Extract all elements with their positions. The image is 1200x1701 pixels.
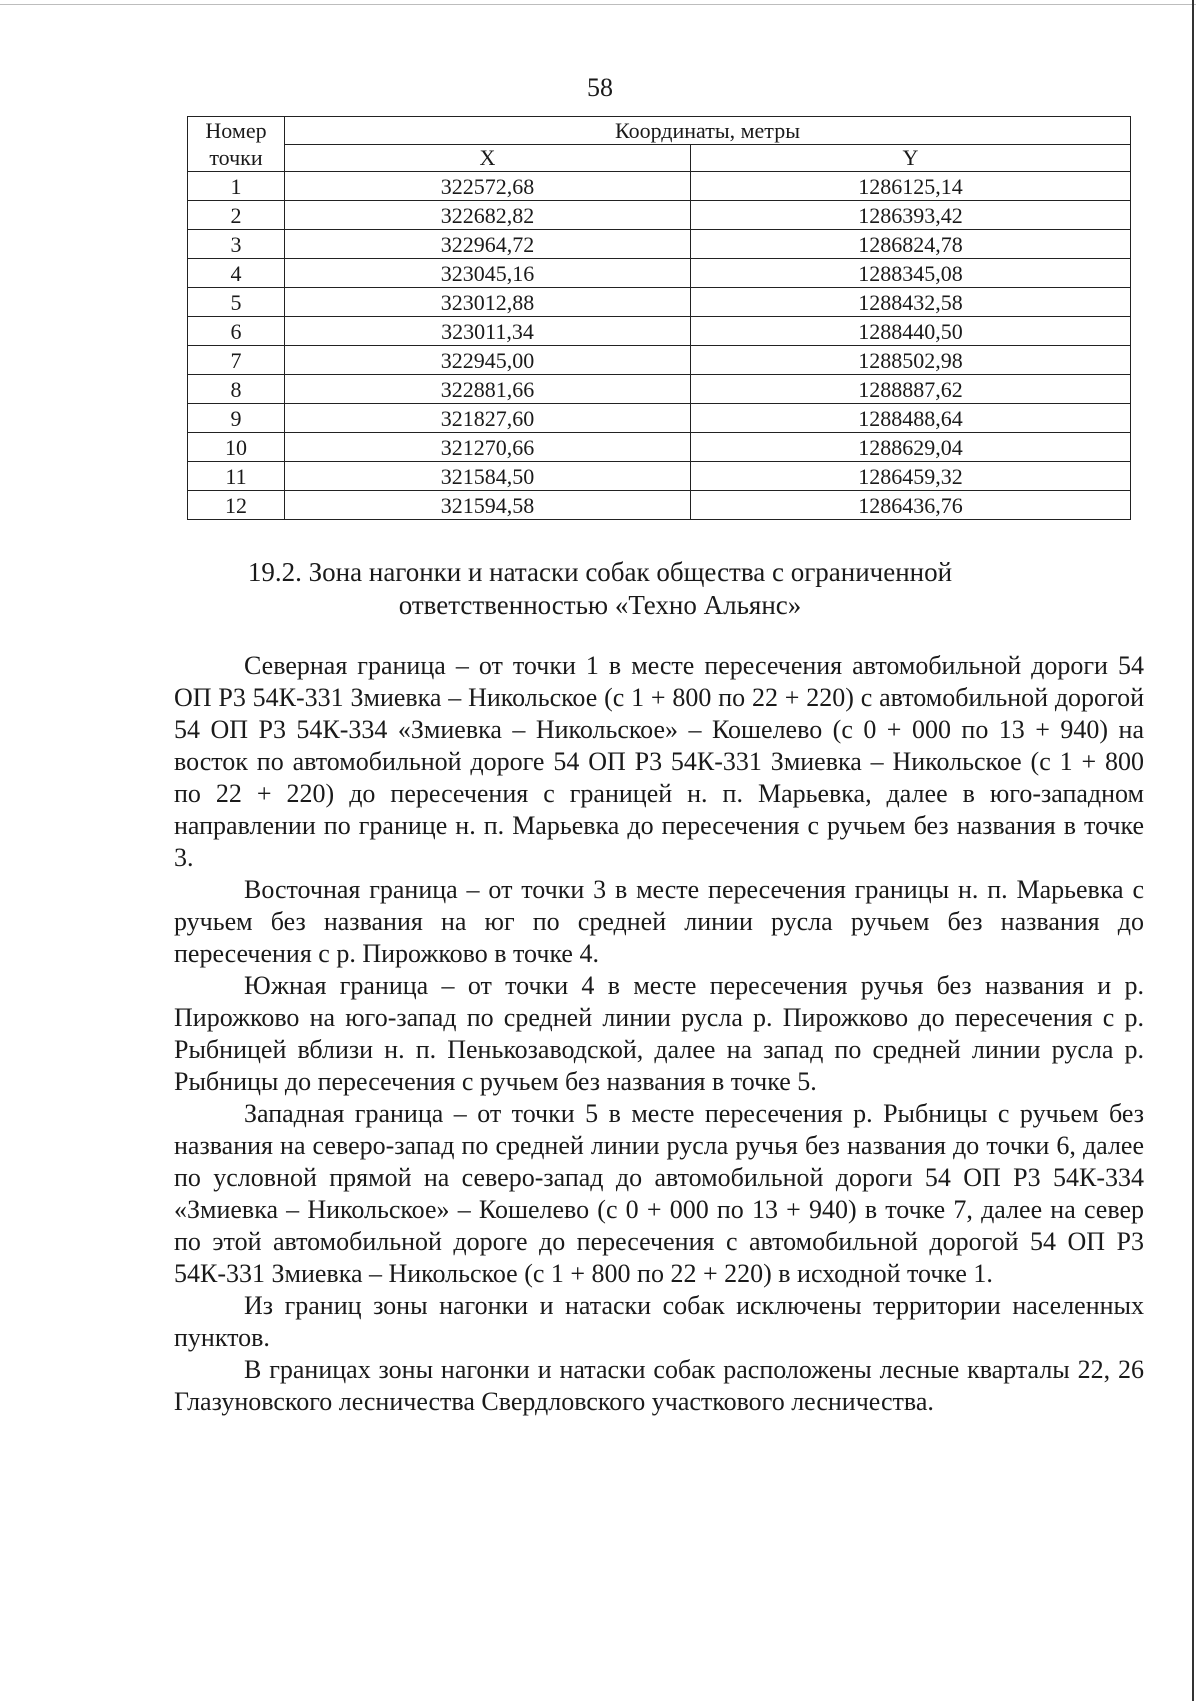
table-row — [188, 433, 1131, 462]
cell-y: 1288488,64 — [691, 404, 1131, 433]
coordinates-table — [187, 116, 1131, 520]
table-row — [188, 462, 1131, 491]
paragraph-east-boundary: Восточная граница – от точки 3 в месте пересечения границы н. п. Марьевка с ручьем без названия на юг по средней линии русла ручьем без названия до пересечения с р. Пирожково в точке 4. — [174, 875, 1144, 968]
cell-point-number: 2 — [188, 201, 285, 230]
page-top-edge — [0, 4, 1196, 5]
header-coordinates: Координаты, метры — [285, 117, 1131, 145]
section-title-line2: ответственностью «Техно Альянс» — [398, 590, 802, 620]
paragraph-forest-quarters: В границах зоны нагонки и натаски собак расположены лесные кварталы 22, 26 Глазуновского лесничества Свердловского участкового лесничества. — [174, 1355, 1144, 1416]
cell-y: 1286125,14 — [691, 172, 1131, 201]
cell-x: 321827,60 — [285, 404, 691, 433]
cell-point-number: 4 — [188, 259, 285, 288]
cell-y: 1286824,78 — [691, 230, 1131, 259]
table-row — [188, 288, 1131, 317]
page-number: 58 — [587, 73, 613, 102]
table-row — [188, 172, 1131, 201]
header-y: Y — [691, 144, 1131, 172]
cell-x: 321270,66 — [285, 433, 691, 462]
page-right-edge — [1192, 0, 1194, 1701]
cell-y: 1286436,76 — [691, 491, 1131, 520]
cell-y: 1288502,98 — [691, 346, 1131, 375]
cell-point-number: 3 — [188, 230, 285, 259]
cell-point-number: 10 — [188, 433, 285, 462]
body-text — [174, 650, 1144, 1418]
cell-x: 322964,72 — [285, 230, 691, 259]
table-body — [188, 172, 1131, 520]
cell-point-number: 11 — [188, 462, 285, 491]
cell-x: 322881,66 — [285, 375, 691, 404]
header-x: X — [285, 144, 691, 172]
cell-x: 322572,68 — [285, 172, 691, 201]
cell-x: 323045,16 — [285, 259, 691, 288]
cell-y: 1286393,42 — [691, 201, 1131, 230]
table-row — [188, 317, 1131, 346]
cell-y: 1288432,58 — [691, 288, 1131, 317]
cell-x: 322945,00 — [285, 346, 691, 375]
cell-x: 323011,34 — [285, 317, 691, 346]
cell-y: 1288345,08 — [691, 259, 1131, 288]
table-row — [188, 201, 1131, 230]
cell-point-number: 7 — [188, 346, 285, 375]
cell-point-number: 5 — [188, 288, 285, 317]
table-row — [188, 404, 1131, 433]
table-row — [188, 230, 1131, 259]
cell-x: 321594,58 — [285, 491, 691, 520]
header-point-number — [188, 117, 285, 172]
cell-x: 323012,88 — [285, 288, 691, 317]
cell-point-number: 1 — [188, 172, 285, 201]
cell-point-number: 6 — [188, 317, 285, 346]
header-point-number-line1: Номер — [205, 118, 267, 143]
table-row — [188, 491, 1131, 520]
cell-point-number: 8 — [188, 375, 285, 404]
cell-point-number: 9 — [188, 404, 285, 433]
paragraph-south-boundary: Южная граница – от точки 4 в месте пересечения ручья без названия и р. Пирожково на юго-запад по средней линии русла р. Пирожково до пересечения с р. Рыбницей вблизи н. п. Пенькозаводской, далее на запад по средней линии русла р. Рыбницы до пересечения с ручьем без названия в точке 5. — [174, 971, 1144, 1096]
cell-y: 1288629,04 — [691, 433, 1131, 462]
section-title — [150, 556, 1050, 622]
header-point-number-line2: точки — [209, 145, 263, 170]
cell-y: 1288887,62 — [691, 375, 1131, 404]
table-row — [188, 375, 1131, 404]
section-title-line1: 19.2. Зона нагонки и натаски собак общества с ограниченной — [247, 557, 953, 587]
cell-x: 321584,50 — [285, 462, 691, 491]
cell-y: 1286459,32 — [691, 462, 1131, 491]
paragraph-north-boundary: Северная граница – от точки 1 в месте пересечения автомобильной дороги 54 ОП Р3 54К-331 Змиевка – Никольское (с 1 + 800 по 22 + 220) с автомобильной дорогой 54 ОП Р3 54К-334 «Змиевка – Никольское» – Кошелево (с 0 + 000 по 13 + 940) на восток по автомобильной дороге 54 ОП Р3 54К-331 Змиевка – Никольское (с 1 + 800 по 22 + 220) до пересечения с границей н. п. Марьевка, далее в юго-западном направлении по границе н. п. Марьевка до пересечения с ручьем без названия в точке 3. — [174, 651, 1144, 872]
paragraph-west-boundary: Западная граница – от точки 5 в месте пересечения р. Рыбницы с ручьем без названия на северо-запад по средней линии русла ручья без названия до точки 6, далее по условной прямой на северо-запад до автомобильной дороги 54 ОП Р3 54К-334 «Змиевка – Никольское» – Кошелево (с 0 + 000 по 13 + 940) в точке 7, далее на север по этой автомобильной дороге до пересечения с автомобильной дорогой 54 ОП Р3 54К-331 Змиевка – Никольское (с 1 + 800 по 22 + 220) в исходной точке 1. — [174, 1099, 1144, 1288]
table-row — [188, 346, 1131, 375]
table-row — [188, 259, 1131, 288]
cell-point-number: 12 — [188, 491, 285, 520]
cell-y: 1288440,50 — [691, 317, 1131, 346]
cell-x: 322682,82 — [285, 201, 691, 230]
paragraph-exclusions: Из границ зоны нагонки и натаски собак исключены территории населенных пунктов. — [174, 1291, 1144, 1352]
